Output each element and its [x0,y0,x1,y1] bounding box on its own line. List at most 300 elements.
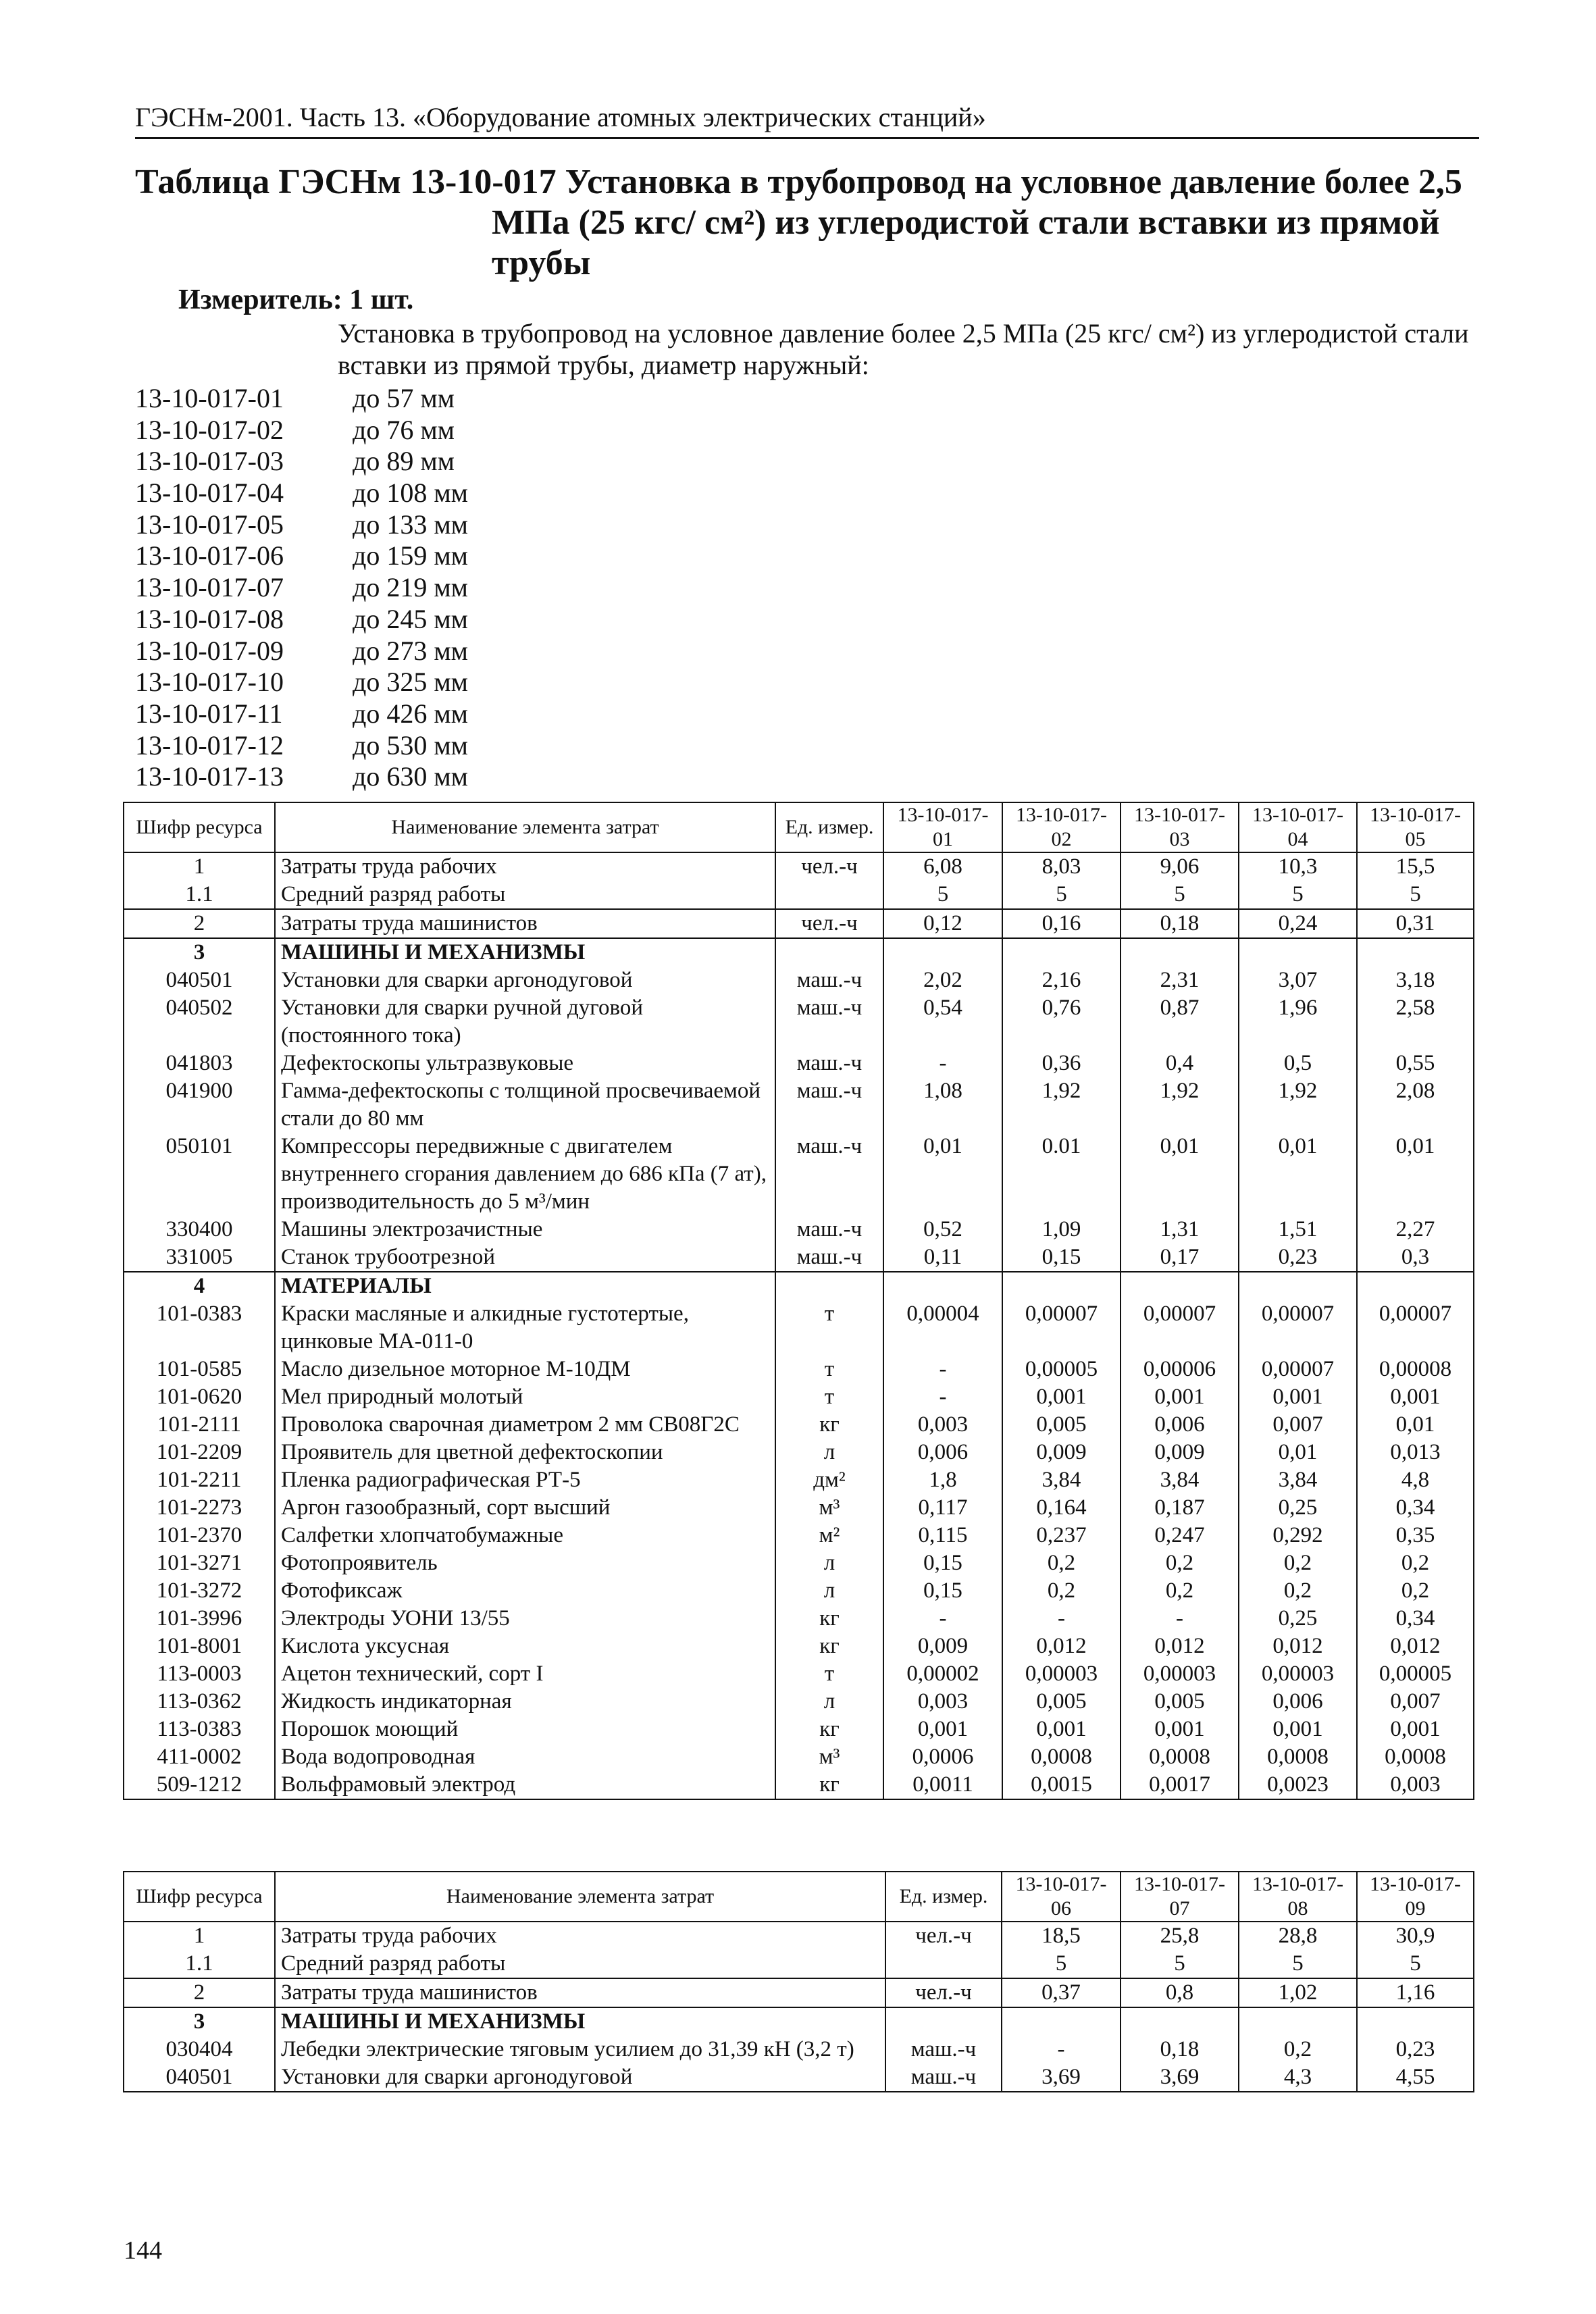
table-row [124,1300,1474,1356]
value-cell: 2,16 [1002,967,1121,994]
table-row [124,1133,1474,1216]
table-row [124,1922,1474,1950]
code-id: 13-10-017-13 [135,761,284,792]
table-row [124,1272,1474,1300]
value-cell: 0,17 [1121,1243,1239,1272]
table-row [124,1522,1474,1549]
code-list-item [135,415,468,446]
value-cell: 0,2 [1002,1577,1121,1605]
measure-unit-cell: маш.-ч [775,1077,883,1133]
value-cell: 0,117 [883,1494,1002,1522]
code-description: до 57 мм [353,383,455,413]
resource-code: 411-0002 [124,1743,275,1771]
code-list-item [135,383,468,415]
measure-unit-cell: м³ [775,1743,883,1771]
value-cell [1002,1272,1121,1300]
value-cell: 0,12 [883,909,1002,938]
value-cell: 3,84 [1239,1466,1357,1494]
value-cell: 0,009 [883,1632,1002,1660]
value-cell: 0,006 [883,1439,1002,1466]
value-cell: 0,005 [1002,1688,1121,1716]
value-cell: 0,15 [883,1577,1002,1605]
value-cell: 0,00002 [883,1660,1002,1688]
value-cell: 0,187 [1121,1494,1239,1522]
value-cell: 0,0008 [1002,1743,1121,1771]
value-cell: 0,001 [1002,1383,1121,1411]
value-cell: 6,08 [883,852,1002,881]
measure-unit-cell [885,2007,1002,2036]
page-number: 144 [124,2236,162,2265]
code-id: 13-10-017-03 [135,446,284,477]
cost-element-name: Салфетки хлопчатобумажные [275,1522,775,1549]
value-cell: 0,003 [883,1688,1002,1716]
value-cell: - [1002,1605,1121,1632]
value-cell: 0,2 [1239,1577,1357,1605]
measure-unit-cell: кг [775,1771,883,1799]
measure-unit-cell: дм² [775,1466,883,1494]
code-list-item [135,636,468,667]
value-cell: 9,06 [1121,852,1239,881]
value-cell: 0,006 [1121,1411,1239,1439]
value-cell: 1,92 [1121,1077,1239,1133]
value-cell: 5 [1002,1950,1121,1978]
cost-element-name: Порошок моющий [275,1716,775,1743]
value-cell: - [883,1383,1002,1411]
code-list-item [135,604,468,636]
measure-unit-cell: т [775,1383,883,1411]
column-header: Ед. измер. [775,802,883,852]
value-cell: 5 [1121,881,1239,909]
value-cell: 0,00007 [1002,1300,1121,1356]
code-description: до 630 мм [353,761,468,792]
cost-element-name: Масло дизельное моторное М-10ДМ [275,1356,775,1383]
cost-element-name: Фотопроявитель [275,1549,775,1577]
value-cell: - [883,1356,1002,1383]
table-row [124,1383,1474,1411]
resource-code: 2 [124,1978,275,2007]
measure-unit-cell [775,881,883,909]
value-cell: 0,001 [1239,1383,1357,1411]
value-cell: 0,01 [1357,1133,1474,1216]
measure-unit-cell: т [775,1660,883,1688]
value-cell: 5 [1357,881,1474,909]
value-cell: 0,54 [883,994,1002,1050]
cost-element-name: Установки для сварки ручной дуговой (постоянного тока) [275,994,775,1050]
resource-code: 113-0362 [124,1688,275,1716]
value-cell: 0.01 [1002,1133,1121,1216]
measure-unit-cell: маш.-ч [775,994,883,1050]
value-cell [1239,2007,1357,2036]
measure-unit-cell: чел.-ч [775,909,883,938]
cost-element-name: Проявитель для цветной дефектоскопии [275,1439,775,1466]
table-row [124,1978,1474,2007]
code-list-item [135,540,468,572]
value-cell: 1,02 [1239,1978,1357,2007]
value-cell: 0,01 [1357,1411,1474,1439]
value-cell: 3,07 [1239,967,1357,994]
value-cell: 0,34 [1357,1494,1474,1522]
title-line-3: трубы [492,244,591,282]
table-row [124,1216,1474,1243]
value-cell: 0,11 [883,1243,1002,1272]
code-description: до 89 мм [353,446,455,477]
value-cell: 0,012 [1002,1632,1121,1660]
value-cell: 0,115 [883,1522,1002,1549]
cost-element-name: МАТЕРИАЛЫ [275,1272,775,1300]
value-cell: 0,00007 [1357,1300,1474,1356]
table-row [124,1743,1474,1771]
cost-element-name: Затраты труда рабочих [275,852,775,881]
value-cell: 0,003 [1357,1771,1474,1799]
value-cell: 0,23 [1239,1243,1357,1272]
value-cell: 0,76 [1002,994,1121,1050]
code-id: 13-10-017-05 [135,509,284,540]
value-cell: 1,51 [1239,1216,1357,1243]
value-cell: 0,15 [1002,1243,1121,1272]
code-list-item [135,478,468,509]
value-cell: 0,003 [883,1411,1002,1439]
table-row [124,1439,1474,1466]
value-cell: 28,8 [1239,1922,1357,1950]
value-cell: 0,00003 [1239,1660,1357,1688]
value-cell: 0,0023 [1239,1771,1357,1799]
code-id: 13-10-017-08 [135,603,284,634]
code-list [135,383,468,793]
value-cell: 0,24 [1239,909,1357,938]
code-description: до 273 мм [353,635,468,666]
resource-code: 4 [124,1272,275,1300]
table-row [124,1950,1474,1978]
value-cell: 0,25 [1239,1494,1357,1522]
value-cell: 0,00004 [883,1300,1002,1356]
value-cell: 2,08 [1357,1077,1474,1133]
value-cell: 0,006 [1239,1688,1357,1716]
cost-element-name: Затраты труда машинистов [275,909,775,938]
value-cell: 3,84 [1121,1466,1239,1494]
code-list-item [135,446,468,478]
value-cell: 0,001 [1121,1383,1239,1411]
table-row [124,938,1474,967]
resource-code: 101-0620 [124,1383,275,1411]
cost-element-name: Средний разряд работы [275,881,775,909]
value-cell: 0,2 [1357,1549,1474,1577]
measure-unit-cell: чел.-ч [885,1978,1002,2007]
cost-element-name: Жидкость индикаторная [275,1688,775,1716]
value-cell: 25,8 [1121,1922,1239,1950]
value-cell: 30,9 [1357,1922,1474,1950]
table-row [124,994,1474,1050]
measure-unit-cell: кг [775,1605,883,1632]
value-cell: 0,012 [1239,1632,1357,1660]
measure-unit-cell: маш.-ч [775,1050,883,1077]
value-cell: 0,16 [1002,909,1121,938]
value-cell: 18,5 [1002,1922,1121,1950]
cost-element-name: Компрессоры передвижные с двигателем внутреннего сгорания давлением до 686 кПа (7 ат), производительность до 5 м³/мин [275,1133,775,1216]
value-cell: 0,005 [1121,1688,1239,1716]
code-description: до 133 мм [353,509,468,540]
code-description: до 219 мм [353,572,468,603]
value-cell: 0,5 [1239,1050,1357,1077]
value-cell [1239,1272,1357,1300]
resource-code: 2 [124,909,275,938]
column-header: 13-10-017-05 [1357,802,1474,852]
table-row [124,909,1474,938]
value-cell: 0,001 [1002,1716,1121,1743]
column-header: Наименование элемента затрат [275,1872,885,1922]
cost-element-name: Станок трубоотрезной [275,1243,775,1272]
value-cell: 15,5 [1357,852,1474,881]
measure-unit-cell: л [775,1549,883,1577]
value-cell: 2,58 [1357,994,1474,1050]
cost-element-name: Вода водопроводная [275,1743,775,1771]
code-description: до 426 мм [353,698,468,729]
value-cell: 0,007 [1357,1688,1474,1716]
value-cell: 2,31 [1121,967,1239,994]
table-row [124,967,1474,994]
code-description: до 245 мм [353,603,468,634]
code-list-item [135,761,468,793]
value-cell: 1,92 [1239,1077,1357,1133]
table-row [124,881,1474,909]
value-cell: 0,2 [1002,1549,1121,1577]
cost-element-name: Краски масляные и алкидные густотертые, цинковые МА-011-0 [275,1300,775,1356]
value-cell: 1,08 [883,1077,1002,1133]
resource-code: 101-8001 [124,1632,275,1660]
cost-element-name: Гамма-дефектоскопы с толщиной просвечиваемой стали до 80 мм [275,1077,775,1133]
code-id: 13-10-017-02 [135,414,284,445]
resource-code: 050101 [124,1133,275,1216]
value-cell: 0,87 [1121,994,1239,1050]
value-cell: 0,52 [883,1216,1002,1243]
resource-code: 331005 [124,1243,275,1272]
cost-element-name: Проволока сварочная диаметром 2 мм СВ08Г2С [275,1411,775,1439]
code-list-item [135,667,468,698]
measure-unit-cell: маш.-ч [775,1243,883,1272]
value-cell: 0,55 [1357,1050,1474,1077]
value-cell: 0,01 [883,1133,1002,1216]
measure-unit-cell: чел.-ч [885,1922,1002,1950]
resource-code: 101-2211 [124,1466,275,1494]
code-id: 13-10-017-12 [135,729,284,761]
resource-code: 1.1 [124,881,275,909]
code-list-item [135,730,468,762]
table-row [124,1356,1474,1383]
resource-code: 030404 [124,2036,275,2063]
measure-unit-cell: чел.-ч [775,852,883,881]
table-row [124,1549,1474,1577]
code-description: до 530 мм [353,729,468,761]
value-cell [883,1272,1002,1300]
cost-element-name: Установки для сварки аргонодуговой [275,2063,885,2092]
resource-code: 101-2209 [124,1439,275,1466]
resource-code: 041803 [124,1050,275,1077]
value-cell: - [1121,1605,1239,1632]
value-cell: 0,0008 [1239,1743,1357,1771]
value-cell: 3,18 [1357,967,1474,994]
value-cell: 0,2 [1239,1549,1357,1577]
column-header: 13-10-017-01 [883,802,1002,852]
cost-element-name: Аргон газообразный, сорт высший [275,1494,775,1522]
measure-unit-cell: т [775,1300,883,1356]
table-row [124,1688,1474,1716]
code-description: до 159 мм [353,540,468,571]
value-cell: 1,16 [1357,1978,1474,2007]
value-cell [1002,2007,1121,2036]
value-cell [1002,938,1121,967]
code-list-item [135,698,468,730]
table-row [124,1577,1474,1605]
table-row [124,1716,1474,1743]
code-id: 13-10-017-07 [135,572,284,603]
value-cell: 0,001 [1357,1716,1474,1743]
value-cell: 3,69 [1121,2063,1239,2092]
value-cell: 4,55 [1357,2063,1474,2092]
column-header: 13-10-017-09 [1357,1872,1474,1922]
cost-element-name: МАШИНЫ И МЕХАНИЗМЫ [275,938,775,967]
table-row [124,852,1474,881]
intro-text: Установка в трубопровод на условное давление более 2,5 МПа (25 кгс/ см²) из углеродистой стали вставки из прямой трубы, диаметр наружный: [338,318,1469,380]
value-cell: 0,0006 [883,1743,1002,1771]
table-row [124,1494,1474,1522]
cost-element-name: Средний разряд работы [275,1950,885,1978]
value-cell: 0,8 [1121,1978,1239,2007]
table-row [124,2007,1474,2036]
code-id: 13-10-017-09 [135,635,284,666]
running-header: ГЭСНм-2001. Часть 13. «Оборудование атомных электрических станций» [135,101,1479,139]
measure-unit-cell: маш.-ч [775,1133,883,1216]
resource-code: 040501 [124,2063,275,2092]
resource-code: 1 [124,852,275,881]
value-cell: 0,35 [1357,1522,1474,1549]
value-cell: 0,2 [1121,1577,1239,1605]
value-cell: 0,00005 [1002,1356,1121,1383]
value-cell: 0,0017 [1121,1771,1239,1799]
code-id: 13-10-017-06 [135,540,284,571]
value-cell [1357,2007,1474,2036]
value-cell: 5 [1239,1950,1357,1978]
cost-element-name: Затраты труда машинистов [275,1978,885,2007]
cost-element-name: Кислота уксусная [275,1632,775,1660]
value-cell: 0,25 [1239,1605,1357,1632]
value-cell: 5 [1239,881,1357,909]
value-cell: 0,00003 [1121,1660,1239,1688]
measure-unit-cell: маш.-ч [885,2063,1002,2092]
measure-unit-cell [885,1950,1002,1978]
value-cell [1357,938,1474,967]
cost-element-name: Установки для сварки аргонодуговой [275,967,775,994]
cost-element-name: Лебедки электрические тяговым усилием до 31,39 кН (3,2 т) [275,2036,885,2063]
resource-code: 113-0383 [124,1716,275,1743]
value-cell: 1,31 [1121,1216,1239,1243]
resource-code: 509-1212 [124,1771,275,1799]
value-cell: 0,013 [1357,1439,1474,1466]
measure-unit: Измеритель: 1 шт. [178,284,414,315]
code-description: до 325 мм [353,667,468,698]
value-cell: 1,09 [1002,1216,1121,1243]
value-cell: 0,00007 [1239,1356,1357,1383]
value-cell: 0,009 [1002,1439,1121,1466]
cost-element-name: МАШИНЫ И МЕХАНИЗМЫ [275,2007,885,2036]
value-cell: 0,00003 [1002,1660,1121,1688]
table-row [124,1660,1474,1688]
measure-unit-cell: маш.-ч [775,1216,883,1243]
value-cell: 0,0011 [883,1771,1002,1799]
value-cell: 0,23 [1357,2036,1474,2063]
column-header: Шифр ресурса [124,1872,275,1922]
resource-code: 101-3271 [124,1549,275,1577]
table-row [124,1632,1474,1660]
resource-table-2 [123,1871,1474,2092]
resource-table-1 [123,802,1474,1800]
cost-element-name: Мел природный молотый [275,1383,775,1411]
table-row [124,2063,1474,2092]
value-cell: 0,012 [1357,1632,1474,1660]
column-header: 13-10-017-07 [1121,1872,1239,1922]
value-cell: - [883,1050,1002,1077]
value-cell: 0,01 [1121,1133,1239,1216]
value-cell: 1,8 [883,1466,1002,1494]
measure-unit-cell: м³ [775,1494,883,1522]
value-cell [883,938,1002,967]
column-header: Шифр ресурса [124,802,275,852]
value-cell [1121,1272,1239,1300]
value-cell: 1,92 [1002,1077,1121,1133]
value-cell: 0,36 [1002,1050,1121,1077]
value-cell: 0,292 [1239,1522,1357,1549]
value-cell: 5 [883,881,1002,909]
value-cell [1239,938,1357,967]
value-cell: 0,2 [1121,1549,1239,1577]
value-cell: 0,00005 [1357,1660,1474,1688]
table-row [124,1050,1474,1077]
value-cell: 1,96 [1239,994,1357,1050]
code-id: 13-10-017-04 [135,478,284,509]
measure-unit-cell [775,938,883,967]
value-cell: 0,3 [1357,1243,1474,1272]
value-cell: 0,001 [1121,1716,1239,1743]
column-header: Наименование элемента затрат [275,802,775,852]
resource-code: 041900 [124,1077,275,1133]
value-cell: - [1002,2036,1121,2063]
value-cell: 0,00007 [1239,1300,1357,1356]
value-cell: 0,247 [1121,1522,1239,1549]
title-line-2: МПа (25 кгс/ см²) из углеродистой стали вставки из прямой [492,203,1440,242]
cost-element-name: Вольфрамовый электрод [275,1771,775,1799]
measure-unit-cell: л [775,1688,883,1716]
value-cell: 0,009 [1121,1439,1239,1466]
value-cell: - [883,1605,1002,1632]
value-cell: 0,01 [1239,1133,1357,1216]
measure-unit-cell [775,1272,883,1300]
cost-element-name: Дефектоскопы ультразвуковые [275,1050,775,1077]
resource-code: 330400 [124,1216,275,1243]
value-cell: 0,00006 [1121,1356,1239,1383]
value-cell: 0,237 [1002,1522,1121,1549]
cost-element-name: Ацетон технический, сорт I [275,1660,775,1688]
value-cell: 10,3 [1239,852,1357,881]
measure-unit-cell: кг [775,1716,883,1743]
value-cell [1121,2007,1239,2036]
resource-code: 101-0585 [124,1356,275,1383]
table-title [135,162,1479,284]
value-cell: 0,001 [883,1716,1002,1743]
resource-code: 101-3996 [124,1605,275,1632]
table-row [124,1077,1474,1133]
column-header: Ед. измер. [885,1872,1002,1922]
column-header: 13-10-017-02 [1002,802,1121,852]
value-cell: 5 [1002,881,1121,909]
code-description: до 108 мм [353,478,468,509]
